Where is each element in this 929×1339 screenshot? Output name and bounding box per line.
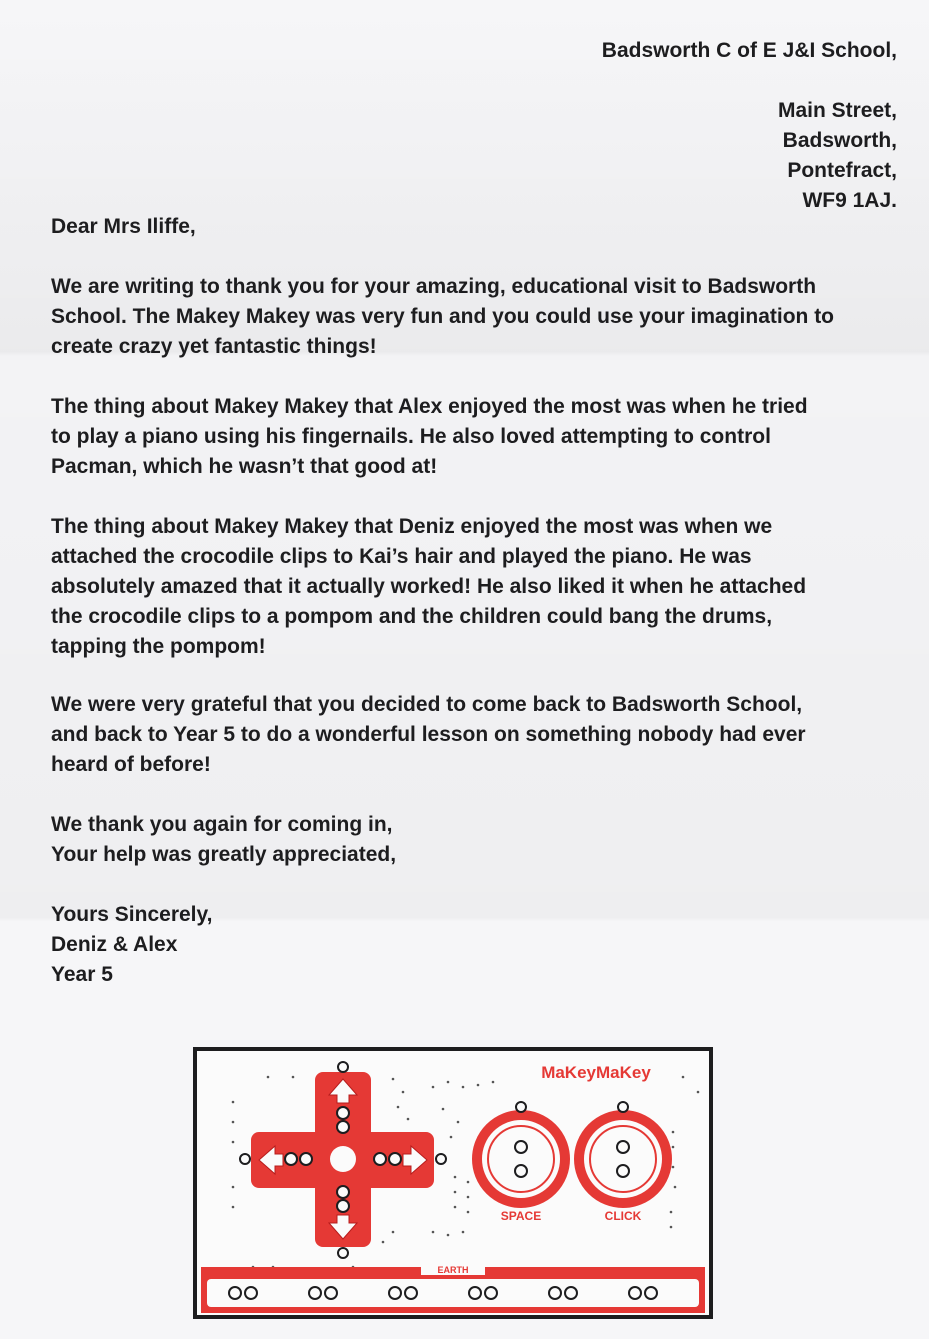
text-line: tapping the pompom! xyxy=(51,635,266,658)
signoff xyxy=(51,900,212,990)
earth-label: EARTH xyxy=(437,1265,469,1275)
paragraph-thank-again xyxy=(51,810,911,870)
year-group: Year 5 xyxy=(51,963,113,986)
text-line: We are writing to thank you for your amazing, educational visit to Badsworth xyxy=(51,275,817,298)
brand-logo: MaKeyMaKey xyxy=(541,1063,651,1082)
text-line: create crazy yet fantastic things! xyxy=(51,335,377,358)
text-line: Pacman, which he wasn’t that good at! xyxy=(51,455,438,478)
text-line: absolutely amazed that it actually worked! He also liked it when he attached xyxy=(51,575,807,598)
text-line: We thank you again for coming in, xyxy=(51,813,393,836)
signatures: Deniz & Alex xyxy=(51,933,178,956)
address-line: WF9 1AJ. xyxy=(802,189,897,212)
address-line: Pontefract, xyxy=(787,159,897,182)
address-line: Main Street, xyxy=(777,99,897,122)
makey-makey-board xyxy=(193,1047,713,1319)
earth-bar xyxy=(201,1263,705,1313)
paragraph-grateful xyxy=(51,690,911,780)
paragraph-deniz xyxy=(51,512,911,662)
text-line: attached the crocodile clips to Kai’s hair and played the piano. He was xyxy=(51,545,752,568)
school-name: Badsworth C of E J&I School, xyxy=(601,39,897,62)
paragraph-thanks xyxy=(51,272,911,362)
text-line: to play a piano using his fingernails. He also loved attempting to control xyxy=(51,425,771,448)
click-label: CLICK xyxy=(604,1209,642,1223)
school-address xyxy=(602,36,897,216)
text-line: School. The Makey Makey was very fun and you could use your imagination to xyxy=(51,305,835,328)
address-line: Badsworth, xyxy=(782,129,897,152)
closing-line: Yours Sincerely, xyxy=(51,903,213,926)
text-line: and back to Year 5 to do a wonderful lesson on something nobody had ever xyxy=(51,723,806,746)
salutation: Dear Mrs Iliffe, xyxy=(51,215,196,238)
text-line: The thing about Makey Makey that Alex enjoyed the most was when he tried xyxy=(51,395,808,418)
paragraph-alex xyxy=(51,392,911,482)
text-line: the crocodile clips to a pompom and the children could bang the drums, xyxy=(51,605,773,628)
space-label: SPACE xyxy=(500,1209,542,1223)
text-line: heard of before! xyxy=(51,753,211,776)
text-line: We were very grateful that you decided to come back to Badsworth School, xyxy=(51,693,803,716)
text-line: The thing about Makey Makey that Deniz enjoyed the most was when we xyxy=(51,515,773,538)
text-line: Your help was greatly appreciated, xyxy=(51,843,397,866)
